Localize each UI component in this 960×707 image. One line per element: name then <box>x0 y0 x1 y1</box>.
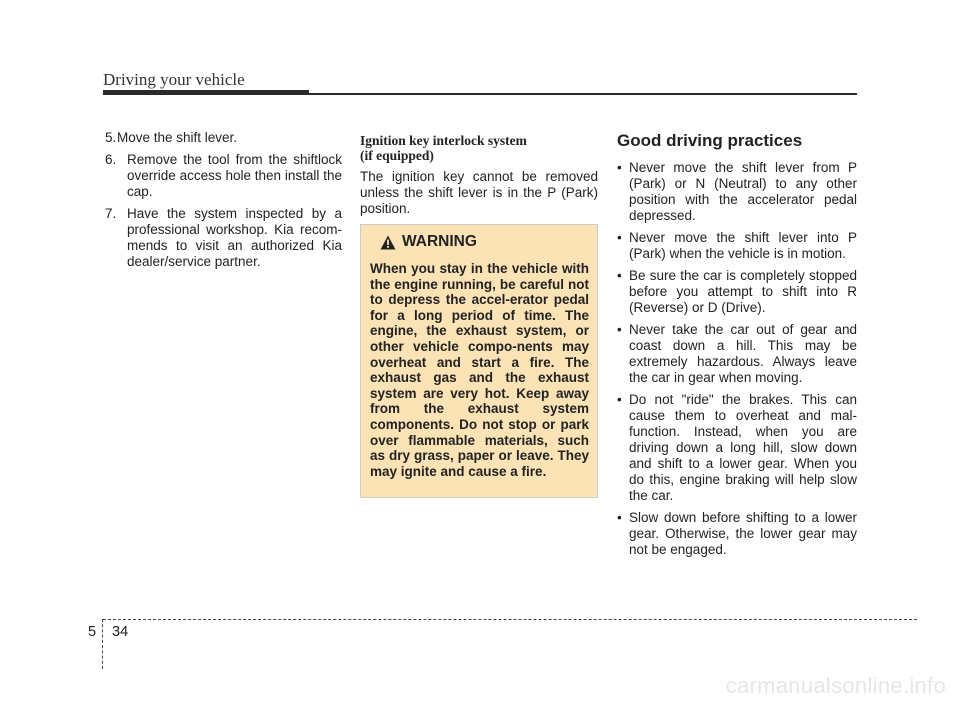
interlock-title <box>360 133 598 163</box>
footer-rule <box>103 619 917 620</box>
list-item <box>617 392 857 504</box>
step-item <box>105 152 342 200</box>
good-driving-section <box>617 133 857 564</box>
bullet-icon: • <box>617 268 622 283</box>
bullet-text: Do not "ride" the brakes. This can cause them to overheat and mal-function. Instead, when you are driving down a long hill, slow down and shift to a lower gear. When you do this, engine braking will help slow the car. <box>629 392 857 503</box>
step-text: Move the shift lever. <box>117 130 238 145</box>
bullet-text: Never move the shift lever into P (Park) when the vehicle is in motion. <box>629 230 857 261</box>
bullet-text: Slow down before shifting to a lower gear. Otherwise, the lower gear may not be engaged. <box>629 510 857 557</box>
warning-text: When you stay in the vehicle with the engine running, be careful not to depress the accel-erator pedal for a long period of time. The engine, the exhaust system, or other vehicle compo-nents may overheat and start a fire. The exhaust gas and the exhaust system are very hot. Keep away from the exhaust system components. Do not stop or park over flammable materials, such as dry grass, paper or leave. They may ignite and cause a fire. <box>370 261 589 479</box>
bullet-text: Never take the car out of gear and coast down a hill. This may be extremely hazardous. Always leave the car in gear when moving. <box>629 322 857 385</box>
interlock-title-line2: (if equipped) <box>360 148 434 163</box>
bullet-icon: • <box>617 230 622 245</box>
warning-box <box>360 224 598 498</box>
step-number: 6. <box>105 152 117 167</box>
warning-title: WARNING <box>402 233 477 250</box>
step-item <box>105 206 342 270</box>
page-header-title: Driving your vehicle <box>103 70 245 89</box>
step-text: Remove the tool from the shiftlock override access hole then install the cap. <box>127 152 342 199</box>
warning-header <box>380 233 589 251</box>
bullet-text: Be sure the car is completely stopped before you attempt to shift into R (Reverse) or D (Drive). <box>629 268 857 315</box>
watermark: carmanualsonline.info <box>725 673 946 698</box>
interlock-text: The ignition key cannot be removed unless the shift lever is in the P (Park) position. <box>360 169 598 216</box>
chapter-number: 5 <box>88 624 97 640</box>
bullet-icon: • <box>617 322 622 337</box>
step-number: 5. <box>105 130 117 145</box>
bullet-icon: • <box>617 392 622 407</box>
list-item <box>617 322 857 386</box>
bullet-icon: • <box>617 510 622 525</box>
list-item <box>617 510 857 558</box>
step-text: Have the system inspected by a professional workshop. Kia recom-mends to visit an authorized Kia dealer/service partner. <box>127 206 342 269</box>
list-item <box>617 160 857 224</box>
interlock-section <box>360 133 598 217</box>
list-item <box>617 230 857 262</box>
header-rule-thin <box>309 93 857 95</box>
step-number: 7. <box>105 206 117 221</box>
footer-divider <box>102 619 103 669</box>
interlock-title-line1: Ignition key interlock system <box>360 133 527 148</box>
steps-column <box>105 130 342 276</box>
bullet-text: Never move the shift lever from P (Park) or N (Neutral) to any other position with the accelerator pedal depressed. <box>629 160 857 223</box>
page-number: 34 <box>112 624 129 640</box>
header-rule-thick <box>103 90 309 95</box>
good-driving-title: Good driving practices <box>617 131 803 150</box>
warning-triangle-icon <box>380 235 396 250</box>
list-item <box>617 268 857 316</box>
step-item <box>105 130 342 146</box>
bullet-icon: • <box>617 160 622 175</box>
